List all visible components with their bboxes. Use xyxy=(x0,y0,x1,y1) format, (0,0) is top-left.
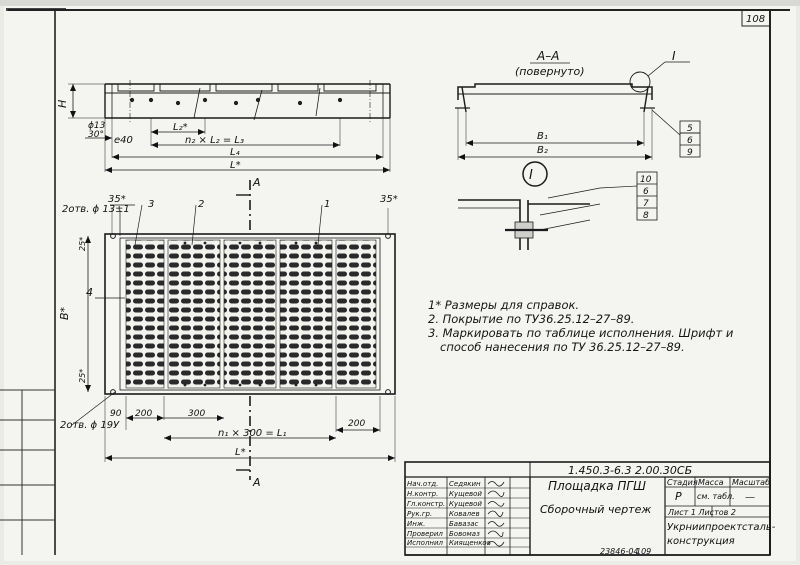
sig-name: Кущевой xyxy=(449,500,482,508)
dim-l2: L₂* xyxy=(173,122,188,133)
hole-top-label: 2отв. ϕ 13±1 xyxy=(62,204,130,215)
dim-90: 90 xyxy=(110,409,122,419)
section-callout-6: 6 xyxy=(687,136,693,146)
sig-name: Бавазас xyxy=(449,520,479,528)
sig-name: Бовомаз xyxy=(449,530,480,538)
node-callout-10: 10 xyxy=(640,175,652,185)
note-3: 3. Маркировать по таблице исполнения. Шрифт и xyxy=(428,326,734,340)
note-2: 2. Покрытие по ТУ36.25.12–27–89. xyxy=(428,312,635,326)
plan-callout-4: 4 xyxy=(86,286,93,299)
dim-l: L* xyxy=(230,160,241,171)
section-node-label: I xyxy=(672,49,676,63)
dim-e40: e40 xyxy=(114,135,133,146)
note-3-cont: способ нанесения по ТУ 36.25.12–27–89. xyxy=(440,340,685,354)
node-callout-7: 7 xyxy=(643,199,649,209)
sig-name: Ковалев xyxy=(449,510,480,518)
dim-25-top: 25* xyxy=(78,236,87,251)
org-line2: конструкция xyxy=(667,536,735,547)
hole-bottom-label: 2отв. ϕ 19У xyxy=(60,420,120,431)
node-callout-6: 6 xyxy=(643,187,649,197)
dim-b2: B₂ xyxy=(537,145,548,156)
cut-a-bottom: A xyxy=(253,476,261,489)
sig-role: Гл.констр. xyxy=(407,500,446,508)
plan-callout-3: 3 xyxy=(148,199,155,210)
node-callout: I xyxy=(529,168,533,183)
stage-head: Стадия xyxy=(667,478,698,487)
page-number: 108 xyxy=(746,14,766,25)
dim-200-right: 200 xyxy=(348,419,366,429)
sig-name: Киященков xyxy=(449,539,491,547)
stage-value: Р xyxy=(675,490,682,503)
dim-angle: 30° xyxy=(88,130,104,140)
mass-value: см. табл. xyxy=(697,492,735,501)
dim-l4: L₄ xyxy=(230,147,240,158)
signature-rows xyxy=(407,480,491,547)
sheet-info: Лист 1 Листов 2 xyxy=(668,508,736,517)
sig-role: Проверил xyxy=(407,530,443,538)
section-callout-5: 5 xyxy=(687,124,693,134)
title-line1: Площадка ПГШ xyxy=(548,479,646,493)
section-sublabel: (повернуто) xyxy=(515,65,585,78)
scale-head: Масштаб xyxy=(732,478,771,487)
sig-role: Рук.гр. xyxy=(407,510,433,518)
dim-300: 300 xyxy=(188,409,206,419)
sig-role: Н.контр. xyxy=(407,490,439,498)
dim-35-right: 35* xyxy=(380,194,398,205)
note-1: 1* Размеры для справок. xyxy=(428,298,580,312)
dim-n2: n₂ × L₂ = L₃ xyxy=(185,135,244,146)
dim-h: H xyxy=(56,99,69,108)
node-callout-8: 8 xyxy=(643,211,649,221)
sig-role: Нач.отд. xyxy=(407,480,439,488)
dim-dia13: ϕ13 xyxy=(88,121,106,131)
sig-name: Седякин xyxy=(449,480,481,488)
scale-value: — xyxy=(745,492,755,503)
dim-200-left: 200 xyxy=(135,409,153,419)
doc-code: 1.450.3-6.3 2.00.30СБ xyxy=(568,464,693,477)
dim-n1: n₁ × 300 = L₁ xyxy=(218,428,287,439)
plan-callout-2: 2 xyxy=(198,199,205,210)
mass-head: Масса xyxy=(698,478,724,487)
section-callout-9: 9 xyxy=(687,148,693,158)
section-label: А–А xyxy=(537,49,560,63)
archive-number: 23846-04 xyxy=(600,547,639,556)
dim-l-plan: L* xyxy=(235,447,246,458)
dim-25-bottom: 25* xyxy=(78,368,87,383)
dim-b1: B₁ xyxy=(537,131,548,142)
title-line2: Сборочный чертеж xyxy=(540,503,652,516)
plan-callout-1: 1 xyxy=(324,199,331,210)
sig-role: Инж. xyxy=(407,520,426,528)
org-line1: Укрниипроектсталь- xyxy=(667,522,776,533)
footer-page: 109 xyxy=(636,547,652,556)
dim-35-left: 35* xyxy=(108,194,126,205)
sig-name: Кущевой xyxy=(449,490,482,498)
cut-a-top: A xyxy=(253,176,261,189)
dim-b: B* xyxy=(58,306,71,320)
sig-role: Исполнил xyxy=(407,539,444,547)
